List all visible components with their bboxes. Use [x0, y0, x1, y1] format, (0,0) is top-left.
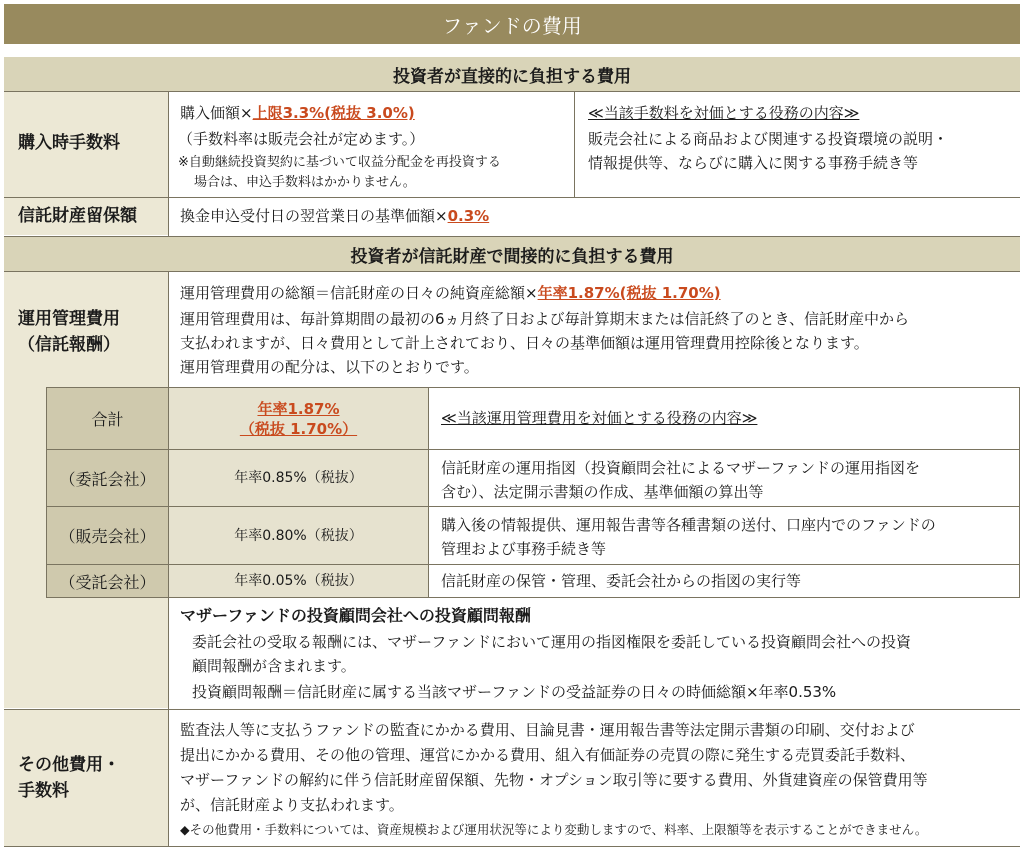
purchase-fee-rate: 上限3.3%(税抜 3.0%): [252, 104, 415, 122]
page-title: ファンドの費用: [4, 4, 1020, 44]
purchase-fee-note1: ※自動継続投資契約に基づいて収益分配金を再投資する: [178, 155, 501, 170]
purchase-fee-content: [168, 91, 1020, 197]
management-fee-label: [4, 271, 168, 395]
purchase-service-title: ≪当該手数料を対価とする役務の内容≫: [588, 104, 860, 122]
allocation-row-desc: [429, 565, 1019, 597]
retention-content: [168, 198, 1020, 235]
direct-cost-header: 投資者が直接的に負担する費用: [4, 57, 1020, 91]
retention-rate: 0.3%: [447, 207, 490, 225]
advisor-fee-block: [168, 598, 1020, 708]
allocation-row-label: （受託会社）: [47, 565, 168, 597]
retention-prefix: 換金申込受付日の翌営業日の基準価額×: [180, 207, 448, 225]
allocation-total-rate-excl: （税抜 1.70%）: [239, 419, 358, 438]
management-rate: 年率1.87%(税抜 1.70%): [537, 284, 721, 302]
management-formula: 運用管理費用の総額＝信託財産の日々の純資産総額×: [180, 284, 538, 302]
allocation-service-title: [429, 388, 1019, 449]
management-line3: 支払われますが、日々費用として計上されており、日々の基準価額は運用管理費用控除後となります。: [180, 334, 869, 352]
other-fees-label-line1: その他費用・: [18, 755, 120, 775]
allocation-row-desc2: 含む）、法定開示書類の作成、基準価額の算出等: [441, 483, 764, 501]
management-fee-content: [168, 271, 1020, 395]
allocation-row-desc: [429, 507, 1019, 564]
other-fees-line2: 提出にかかる費用、その他の管理、運営にかかる費用、組入有価証券の売買の際に発生する売買委託手数料、: [180, 746, 916, 764]
allocation-total-value: [169, 388, 428, 449]
advisor-fee-line1: 委託会社の受取る報酬には、マザーファンドにおいて運用の指図権限を委託している投資顧問会社への投資: [192, 633, 911, 651]
purchase-fee-label: 購入時手数料: [4, 91, 168, 197]
allocation-row-desc1: 信託財産の保管・管理、委託会社からの指図の実行等: [441, 572, 802, 590]
allocation-total-label: 合計: [47, 388, 168, 449]
allocation-row-desc2: 管理および事務手続き等: [441, 540, 607, 558]
management-fee-label-ext: [4, 395, 46, 598]
purchase-fee-line2: （手数料率は販売会社が定めます。）: [178, 130, 425, 148]
other-fees-note: ◆その他費用・手数料については、資産規模および運用状況等により変動しますので、料率、上限額等を表示することができません。: [180, 822, 928, 837]
management-fee-label-ext2: [4, 598, 168, 708]
allocation-row-desc1: 購入後の情報提供、運用報告書等各種書類の送付、口座内でのファンドの: [441, 516, 936, 534]
other-fees-line4: が、信託財産より支払われます。: [180, 796, 404, 814]
other-fees-content: [168, 710, 1020, 847]
purchase-fee-prefix: 購入価額×: [180, 104, 253, 122]
management-line4: 運用管理費用の配分は、以下のとおりです。: [180, 358, 479, 376]
management-line2: 運用管理費用は、毎計算期間の最初の6ヵ月終了日および毎計算期末または信託終了のとき、信託財産中から: [180, 310, 909, 328]
management-fee-label-line1: 運用管理費用: [18, 309, 120, 329]
purchase-service-line2: 情報提供等、ならびに購入に関する事務手続き等: [588, 154, 919, 172]
retention-label: 信託財産留保額: [4, 198, 168, 235]
allocation-row-label: （販売会社）: [47, 507, 168, 564]
other-fees-label-line2: 手数料: [18, 780, 69, 801]
advisor-fee-line2: 顧問報酬が含まれます。: [192, 657, 356, 675]
other-fees-line3: マザーファンドの解約に伴う信託財産留保額、先物・オプション取引等に要する費用、外貨建資産の保管費用等: [180, 771, 928, 789]
allocation-row-value: 年率0.80%（税抜）: [169, 507, 428, 564]
allocation-row-value: 年率0.05%（税抜）: [169, 565, 428, 597]
advisor-fee-title: マザーファンドの投資顧問会社への投資顧問報酬: [180, 606, 531, 625]
purchase-service-line1: 販売会社による商品および関連する投資環境の説明・: [588, 130, 949, 148]
purchase-fee-line1: [180, 103, 415, 123]
other-fees-line1: 監査法人等に支払うファンドの監査にかかる費用、目論見書・運用報告書等法定開示書類の印刷、交付および: [180, 721, 915, 739]
allocation-total-rate: 年率1.87%: [257, 399, 340, 418]
purchase-fee-note2: 場合は、申込手数料はかかりません。: [194, 175, 416, 190]
management-fee-label-line2: （信託報酬）: [18, 334, 120, 355]
advisor-fee-line3: 投資顧問報酬＝信託財産に属する当該マザーファンドの受益証券の日々の時価総額×年率0.53%: [192, 683, 837, 701]
allocation-row-desc: [429, 450, 1019, 506]
other-fees-label: [4, 710, 168, 847]
allocation-service-title-text: ≪当該運用管理費用を対価とする役務の内容≫: [441, 409, 758, 427]
allocation-row-value: 年率0.85%（税抜）: [169, 450, 428, 506]
allocation-row-desc1: 信託財産の運用指図（投資顧問会社によるマザーファンドの運用指図を: [441, 459, 920, 477]
allocation-row-label: （委託会社）: [47, 450, 168, 506]
indirect-cost-header: 投資者が信託財産で間接的に負担する費用: [4, 237, 1020, 271]
